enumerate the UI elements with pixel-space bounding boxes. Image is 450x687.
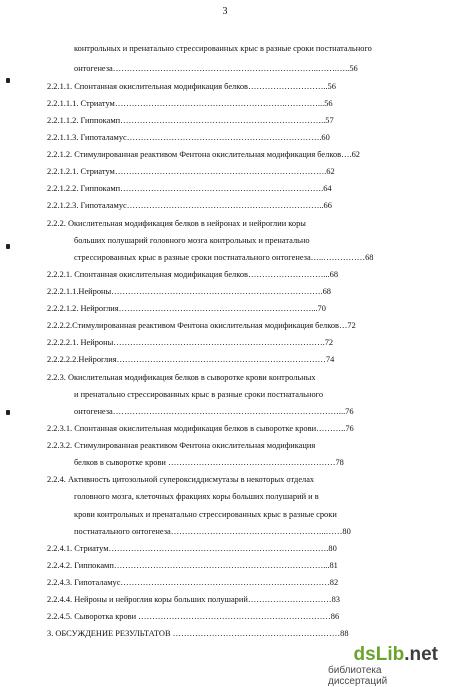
toc-line: 2.2.4.5. Сыворотка крови ……………………………………………………………86 bbox=[47, 612, 340, 621]
toc-line: 2.2.4.1. Стриатум…………………………………………………………………….80 bbox=[47, 544, 337, 553]
toc-line: 2.2.2.2.1. Нейроны………………………………………………………………….72 bbox=[47, 338, 334, 347]
toc-line: 2.2.3.1. Спонтанная окислительная модификация белков в сыворотке крови………..76 bbox=[47, 424, 354, 433]
toc-line: 2.2.4.2. Гиппокамп…………………………………………………………………...81 bbox=[47, 561, 338, 570]
toc-line: 2.2.2.1.1.Нейроны………………………………………………………………….68 bbox=[47, 287, 331, 296]
toc-line: крови контрольных и пренатально стрессированных крыс в разные сроки bbox=[74, 510, 337, 519]
toc-line: 2.2.1.1.1. Стриатум…………………………………………………….…………...56 bbox=[47, 99, 333, 108]
toc-line: 2.2.1.2. Стимулированная реактивом Фентона окислительная модификация белков….62 bbox=[47, 150, 360, 159]
toc-line: 2.2.1.2.3. Гипоталамус……………………………………………………………..66 bbox=[47, 201, 332, 210]
toc-line: онтогенеза………………………………………………………………..…….…..56 bbox=[74, 64, 358, 73]
toc-line: онтогенеза………………………………………………………………………...76 bbox=[74, 407, 354, 416]
toc-line: 2.2.3. Окислительная модификация белков в сыворотке крови контрольных bbox=[47, 373, 316, 382]
toc-line: 2.2.2. Окислительная модификация белков в нейронах и нейроглии коры bbox=[47, 219, 306, 228]
scan-margin-mark bbox=[6, 244, 10, 249]
toc-line: 2.2.1.1.3. Гипоталамус…………………………………………………………….60 bbox=[47, 133, 330, 142]
toc-line: 2.2.4.4. Нейроны и нейроглия коры больших полушарий…………………………83 bbox=[47, 595, 340, 604]
toc-line: 2.2.2.2.Стимулированная реактивом Фентона окислительная модификация белков…72 bbox=[47, 321, 356, 330]
toc-line: белков в сыворотке крови ……………………………………………………78 bbox=[74, 458, 344, 467]
page-number: 3 bbox=[222, 6, 228, 17]
watermark-subtitle: библиотека диссертаций bbox=[328, 665, 388, 687]
toc-line: 2.2.4.3. Гипоталамус…………………………………………………………………82 bbox=[47, 578, 339, 587]
watermark-logo-domain: .net bbox=[404, 644, 438, 665]
toc-line: стрессированных крыс в разные сроки постнатального онтогенеза…..……………68 bbox=[74, 253, 374, 262]
toc-line: больших полушарий головного мозга контрольных и пренатально bbox=[74, 236, 310, 245]
toc-line: 2.2.2.1. Спонтанная окислительная модификация белков………………………...68 bbox=[47, 270, 339, 279]
toc-line: 2.2.1.1. Спонтанная окислительная модификация белков………………………..56 bbox=[47, 82, 336, 91]
scan-margin-mark bbox=[6, 78, 10, 83]
toc-line: постнатального онтогенеза………………………………………………..……80 bbox=[74, 527, 351, 536]
toc-line: 2.2.1.2.2. Гиппокамп……………………………………………………………….64 bbox=[47, 184, 332, 193]
toc-line: контрольных и пренатально стрессированных крыс в разные сроки постнатального bbox=[74, 44, 372, 53]
toc-line: 3. ОБСУЖДЕНИЕ РЕЗУЛЬТАТОВ ……………………………………………………88 bbox=[47, 629, 349, 638]
scan-margin-mark bbox=[6, 410, 10, 415]
toc-line: 2.2.4. Активность цитозольной супероксиддисмутазы в некоторых отделах bbox=[47, 475, 315, 484]
toc-line: и пренатально стрессированных крыс в разные сроки постнатального bbox=[74, 390, 324, 399]
toc-line: 2.2.2.1.2. Нейроглия……………………………………………………………...70 bbox=[47, 304, 326, 313]
toc-line: 2.2.3.2. Стимулированная реактивом Фентона окислительная модификация bbox=[47, 441, 316, 450]
toc-line: 2.2.1.1.2. Гиппокамп………………………………………………………………..57 bbox=[47, 116, 334, 125]
toc-line: 2.2.1.2.1. Стриатум………………………………………………………………….62 bbox=[47, 167, 335, 176]
toc-line: 2.2.2.2.2.Нейроглия…………………………………………………………………74 bbox=[47, 355, 335, 364]
watermark-logo-main: dsLib bbox=[353, 644, 405, 665]
toc-line: головного мозга, клеточных фракциях коры больших полушарий и в bbox=[74, 492, 319, 501]
watermark bbox=[328, 644, 444, 687]
watermark-logo bbox=[354, 644, 438, 666]
